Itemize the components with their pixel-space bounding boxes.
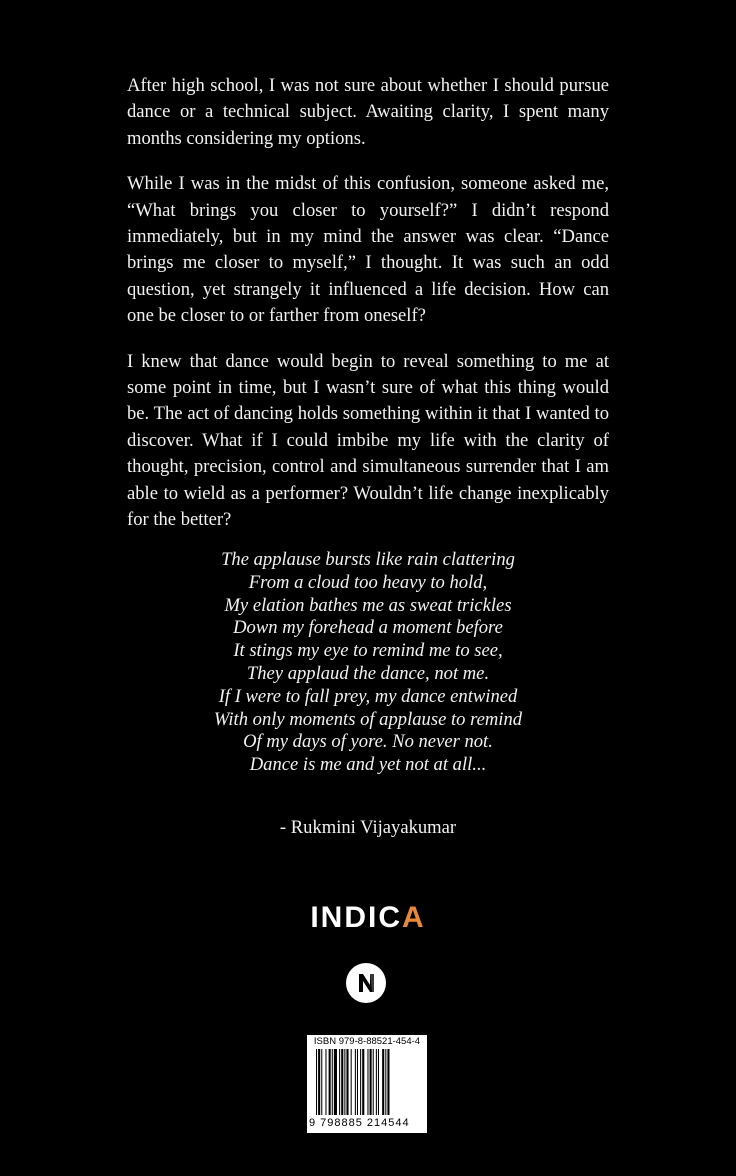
- paragraph: While I was in the midst of this confusion, someone asked me, “What brings you closer to yourself?” I didn’t respond immediately, but in my mind the answer was clear. “Dance brings me closer to myself,” I thought. It was such an odd question, yet strangely it influenced a life decision. How can one be closer to or farther from oneself?: [127, 173, 609, 327]
- barcode-bar: [351, 1049, 352, 1115]
- barcode-bar: [316, 1049, 317, 1115]
- barcode-bar: [378, 1049, 379, 1115]
- barcode-bar: [318, 1049, 320, 1115]
- barcode-bar: [370, 1049, 372, 1115]
- barcode-bar: [344, 1049, 345, 1115]
- barcode-bar: [376, 1049, 377, 1115]
- paragraph: After high school, I was not sure about whether I should pursue dance or a technical subject. Awaiting clarity, I spent many months considering my options.: [127, 75, 609, 149]
- barcode-bar: [357, 1049, 358, 1115]
- barcode-digits: 9 798885 214544: [309, 1117, 410, 1129]
- publisher-wordmark: [0, 900, 736, 936]
- poem-line: From a cloud too heavy to hold,: [248, 571, 488, 593]
- publisher-name-accent: A: [402, 901, 426, 934]
- barcode-bar: [367, 1049, 368, 1115]
- poem-line: Of my days of yore. No never not.: [243, 731, 493, 753]
- barcode-bar: [360, 1049, 361, 1115]
- barcode-bar: [334, 1049, 337, 1115]
- poem-line: My elation bathes me as sweat trickles: [224, 594, 512, 616]
- poem-line: It stings my eye to remind me to see,: [233, 640, 503, 662]
- isbn-label: ISBN 979-8-88521-454-4: [313, 1036, 421, 1047]
- poem-attribution: - Rukmini Vijayakumar: [279, 817, 457, 838]
- barcode-bar: [373, 1049, 374, 1115]
- poem-line: With only moments of applause to remind: [213, 708, 523, 730]
- barcode-bar: [362, 1049, 364, 1115]
- barcode-bar: [325, 1049, 326, 1115]
- publisher-name-main: INDIC: [310, 901, 402, 934]
- barcode-bar: [321, 1049, 322, 1115]
- barcode-bar: [355, 1049, 356, 1115]
- poem-line: If I were to fall prey, my dance entwined: [218, 685, 518, 707]
- publisher-n-logo-icon: [345, 962, 387, 1004]
- barcode-bar: [346, 1049, 348, 1115]
- isbn-barcode: [307, 1035, 427, 1133]
- barcode-bar: [339, 1049, 340, 1115]
- barcode-bar: [341, 1049, 343, 1115]
- barcode-bar: [329, 1049, 331, 1115]
- poem-line: They applaud the dance, not me.: [246, 662, 490, 684]
- poem: [0, 549, 736, 777]
- barcode-bars: [307, 1049, 427, 1119]
- barcode-bar: [385, 1049, 386, 1115]
- poem-line: Dance is me and yet not at all...: [249, 754, 487, 776]
- poem-line: Down my forehead a moment before: [233, 617, 503, 639]
- paragraph: I knew that dance would begin to reveal something to me at some point in time, but I wasn’t sure of what this thing would be. The act of dancing holds something within it that I wanted to discover. What if I could imbibe my life with the clarity of thought, precision, control and simultaneous surrender that I am able to wield as a performer? Wouldn’t life change inexplicably for the better?: [127, 350, 609, 531]
- poem-line: The applause bursts like rain clattering: [221, 549, 515, 570]
- barcode-bar: [382, 1049, 384, 1115]
- barcode-bar: [332, 1049, 333, 1115]
- barcode-bar: [387, 1049, 389, 1115]
- blurb-text: [127, 73, 609, 553]
